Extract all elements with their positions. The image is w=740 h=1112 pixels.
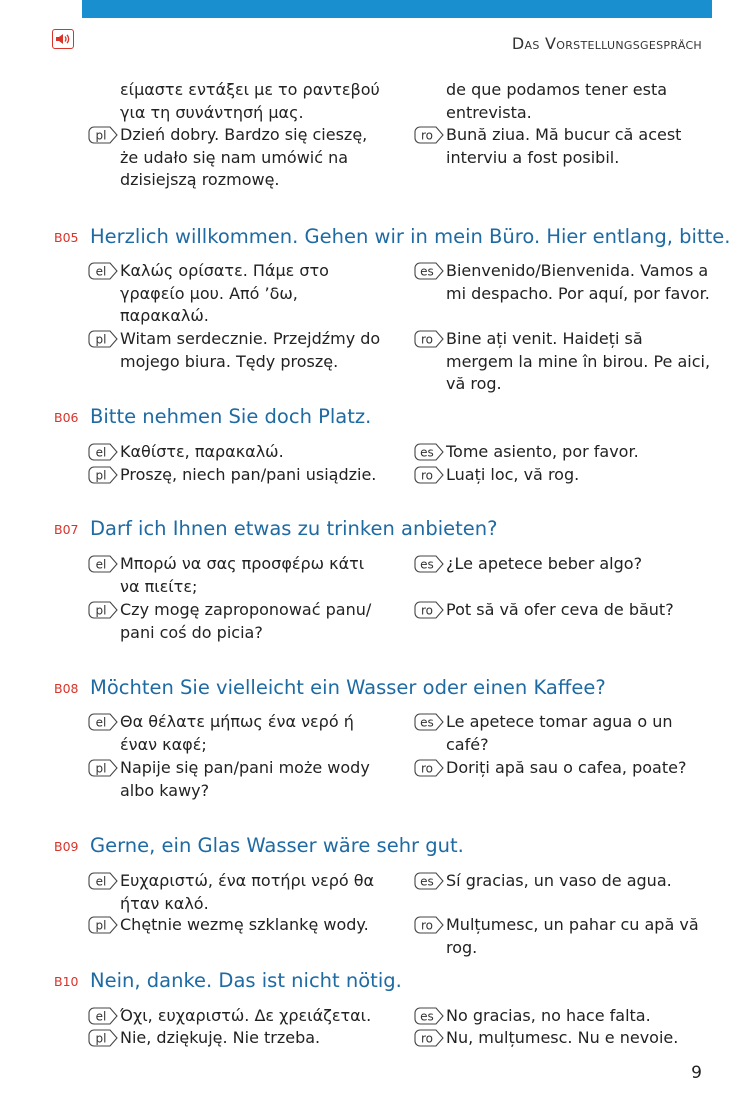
speaker-icon[interactable] <box>52 29 74 49</box>
svg-text:ro: ro <box>420 761 434 776</box>
svg-text:ro: ro <box>420 332 434 347</box>
translation-pl: pl Napije się pan/pani może wody albo kawy? <box>88 757 388 802</box>
svg-text:pl: pl <box>95 128 107 143</box>
language-tag-icon <box>414 330 444 348</box>
translation-el: el Ευχαριστώ, ένα ποτήρι νερό θα ήταν καλό. <box>88 870 388 915</box>
translation-es: es Le apetece tomar agua o un café? <box>414 711 714 756</box>
language-tag-icon <box>414 1007 444 1025</box>
svg-text:el: el <box>95 557 107 572</box>
svg-text:el: el <box>95 1009 107 1024</box>
language-tag-icon <box>88 872 118 890</box>
translation-es: es Bienvenido/Bienvenida. Vamos a mi despacho. Por aquí, por favor. <box>414 260 714 305</box>
svg-text:ro: ro <box>420 468 434 483</box>
translation-el: el Μπορώ να σας προσφέρω κάτι να πιείτε; <box>88 553 388 598</box>
translation-el: el Καθίστε, παρακαλώ. <box>88 441 388 464</box>
svg-text:pl: pl <box>95 468 107 483</box>
svg-text:pl: pl <box>95 332 107 347</box>
svg-text:pl: pl <box>95 761 107 776</box>
language-tag-icon <box>88 1029 118 1047</box>
phrase-headline-b10: B10 Nein, danke. Das ist nicht nötig. <box>54 969 402 992</box>
chapter-title: Das Vorstellungsgespräch <box>511 34 702 53</box>
language-tag-icon <box>414 126 444 144</box>
language-tag-icon <box>88 466 118 484</box>
language-tag-icon <box>414 466 444 484</box>
language-tag-icon <box>414 872 444 890</box>
svg-text:es: es <box>420 264 434 279</box>
svg-text:el: el <box>95 264 107 279</box>
page-number: 9 <box>691 1063 702 1083</box>
svg-text:es: es <box>420 445 434 460</box>
language-tag-icon <box>88 759 118 777</box>
language-tag-icon <box>88 126 118 144</box>
translation-ro: ro Doriți apă sau o cafea, poate? <box>414 757 714 780</box>
translation-ro: ro Pot să vă ofer ceva de băut? <box>414 599 714 622</box>
language-tag-icon <box>88 555 118 573</box>
language-tag-icon <box>414 916 444 934</box>
translation-ro: ro Mulțumesc, un pahar cu apă vă rog. <box>414 914 714 959</box>
translation-pl: pl Czy mogę zaproponować panu/ pani coś do picia? <box>88 599 388 644</box>
svg-text:pl: pl <box>95 1031 107 1046</box>
language-tag-icon <box>414 1029 444 1047</box>
intro-es-continuation: de que podamos tener esta entrevista. <box>446 80 668 122</box>
translation-pl: pl Nie, dziękuję. Nie trzeba. <box>88 1027 388 1050</box>
intro-el-continuation: είμαστε εντάξει με το ραντεβού για τη συνάντησή μας. <box>120 80 380 122</box>
translation-es: es Tome asiento, por favor. <box>414 441 714 464</box>
language-tag-icon <box>88 262 118 280</box>
translation-pl: pl Proszę, niech pan/pani usiądzie. <box>88 464 388 487</box>
top-color-bar <box>82 0 712 18</box>
translation-ro: ro Luați loc, vă rog. <box>414 464 714 487</box>
translation-pl: pl Witam serdecznie. Przejdźmy do mojego biura. Tędy proszę. <box>88 328 388 373</box>
translation-pl: pl Chętnie wezmę szklankę wody. <box>88 914 388 937</box>
phrase-headline-b09: B09 Gerne, ein Glas Wasser wäre sehr gut. <box>54 834 464 857</box>
svg-text:es: es <box>420 874 434 889</box>
svg-text:el: el <box>95 445 107 460</box>
svg-text:pl: pl <box>95 603 107 618</box>
svg-text:ro: ro <box>420 128 434 143</box>
language-tag-icon <box>414 713 444 731</box>
intro-ro: ro Bună ziua. Mă bucur că acest interviu a fost posibil. <box>414 124 714 169</box>
svg-text:ro: ro <box>420 1031 434 1046</box>
language-tag-icon <box>88 1007 118 1025</box>
language-tag-icon <box>88 443 118 461</box>
language-tag-icon <box>414 262 444 280</box>
language-tag-icon <box>88 916 118 934</box>
translation-es: es No gracias, no hace falta. <box>414 1005 714 1028</box>
translation-ro: ro Nu, mulțumesc. Nu e nevoie. <box>414 1027 714 1050</box>
translation-es: es ¿Le apetece beber algo? <box>414 553 714 576</box>
language-tag-icon <box>88 601 118 619</box>
translation-ro: ro Bine ați venit. Haideți să mergem la mine în birou. Pe aici, vă rog. <box>414 328 714 396</box>
svg-text:el: el <box>95 715 107 730</box>
language-tag-icon <box>414 759 444 777</box>
language-tag-icon <box>88 330 118 348</box>
svg-text:pl: pl <box>95 918 107 933</box>
svg-text:ro: ro <box>420 603 434 618</box>
intro-pl: pl Dzień dobry. Bardzo się cieszę, że udało się nam umówić na dzisiejszą rozmowę. <box>88 124 388 192</box>
language-tag-icon <box>414 443 444 461</box>
language-tag-icon <box>414 555 444 573</box>
translation-es: es Sí gracias, un vaso de agua. <box>414 870 714 893</box>
svg-text:es: es <box>420 557 434 572</box>
phrase-headline-b08: B08 Möchten Sie vielleicht ein Wasser oder einen Kaffee? <box>54 676 606 699</box>
language-tag-icon <box>88 713 118 731</box>
phrase-headline-b05: B05 Herzlich willkommen. Gehen wir in mein Büro. Hier entlang, bitte. <box>54 225 731 248</box>
language-tag-icon <box>414 601 444 619</box>
svg-text:ro: ro <box>420 918 434 933</box>
svg-text:el: el <box>95 874 107 889</box>
translation-el: el Θα θέλατε μήπως ένα νερό ή έναν καφέ; <box>88 711 388 756</box>
translation-el: el Όχι, ευχαριστώ. Δε χρειάζεται. <box>88 1005 388 1028</box>
svg-text:es: es <box>420 715 434 730</box>
svg-text:es: es <box>420 1009 434 1024</box>
phrase-headline-b06: B06 Bitte nehmen Sie doch Platz. <box>54 405 372 428</box>
phrase-headline-b07: B07 Darf ich Ihnen etwas zu trinken anbieten? <box>54 517 498 540</box>
translation-el: el Καλώς ορίσατε. Πάμε στο γραφείο μου. Από ’δω, παρακαλώ. <box>88 260 388 328</box>
